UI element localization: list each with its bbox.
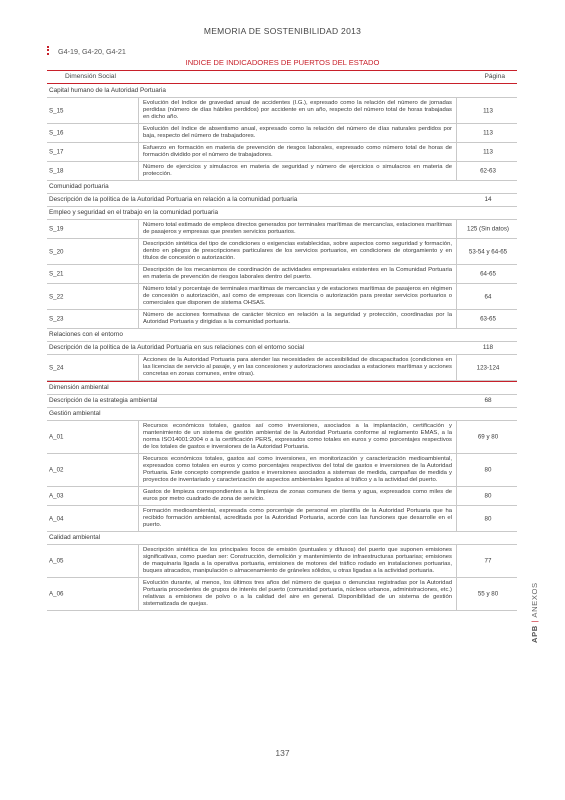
policy-description: Descripción de la estrategia ambiental [49, 397, 158, 404]
indicator-code: S_15 [49, 107, 64, 114]
page-reference: 80 [484, 492, 492, 500]
page-reference: 113 [483, 148, 493, 156]
page-reference: 64 [484, 293, 492, 300]
side-tab-brand: APB [530, 625, 539, 643]
indicator-description: Esfuerzo en formación en materia de prevención de riesgos laborales, expresado como número total de horas de formación dividido por el número de trabajadores. [138, 143, 457, 161]
indicator-row [47, 487, 517, 506]
section-heading: Comunidad portuaria [47, 181, 517, 194]
indicator-code: S_18 [49, 167, 64, 175]
page-reference: 55 y 80 [477, 590, 499, 598]
indicator-table [47, 85, 517, 611]
policy-description: Descripción de la política de la Autoridad Portuaria en sus relaciones con el entorno social [49, 344, 305, 351]
page-reference: 113 [483, 107, 493, 114]
indicator-row [47, 265, 517, 284]
section-heading: Empleo y seguridad en el trabajo en la comunidad portuaria [47, 207, 517, 220]
indicator-row [47, 124, 517, 143]
indicator-row [47, 578, 517, 611]
section-heading: Dimensión ambiental [47, 381, 517, 395]
section-heading: Gestión ambiental [47, 408, 517, 421]
indicator-code: A_06 [49, 590, 64, 598]
table-title: INDICE DE INDICADORES DE PUERTOS DEL ESTADO [185, 58, 380, 67]
indicator-description: Gastos de limpieza correspondientes a la limpieza de zonas comunes de tierra y agua, expresados como miles de euros por metro cuadrado de zona de servicio. [138, 487, 457, 505]
page-reference: 125 (Sin datos) [467, 225, 509, 233]
indicator-row [47, 239, 517, 265]
indicator-row [47, 310, 517, 329]
page-reference: 123-124 [476, 364, 500, 371]
indicator-row [47, 220, 517, 239]
side-tab-section: ANEXOS [530, 582, 539, 618]
indicator-description: Número de acciones formativas de carácter técnico en relación a la seguridad y protección, coordinadas por la Autoridad Portuaria y dirigidas a la comunidad portuaria. [138, 310, 457, 328]
page-reference: 77 [484, 557, 492, 565]
gri-marker [47, 46, 51, 55]
indicator-code: A_03 [49, 492, 64, 500]
indicator-description: Recursos económicos totales, gastos así como inversiones, en monitorización y caracterización medioambiental, expresados como totales en euros y como porcentajes respectivos del total de gastos e inversiones de la Autoridad Portuaria. Este concepto comprende gastos e inversiones asociados a sistemas de medida, campañas de medida y proyectos de inventariado y caracterización de aspectos ambientales ligados al tráfico y a la actividad del puerto. [138, 454, 457, 486]
indicator-code: S_23 [49, 315, 64, 323]
indicator-code: S_21 [49, 270, 64, 278]
report-title: MEMORIA DE SOSTENIBILIDAD 2013 [203, 26, 362, 36]
policy-description: Descripción de la política de la Autoridad Portuaria en relación a la comunidad portuaria [49, 196, 298, 203]
indicator-row [47, 355, 517, 381]
indicator-row [47, 284, 517, 310]
indicator-description: Descripción sintética del tipo de condiciones o exigencias establecidas, sobre aspectos como seguridad y formación, dentro en pliegos de prescripciones particulares de los servicios portuarios, en condiciones de otorgamiento y en títulos de concesión o autorización. [138, 239, 457, 264]
indicator-row [47, 98, 517, 124]
column-page: Página [484, 73, 505, 80]
side-tab-label [530, 582, 539, 643]
page-reference: 14 [484, 196, 492, 203]
gri-references: G4-19, G4-20, G4-21 [58, 47, 126, 56]
indicator-code: S_22 [49, 293, 64, 300]
indicator-description: Evolución del índice de gravedad anual de accidentes (I.G.), expresado como la relación del número de jornadas perdidas (número de días hábiles perdidos) por accidente en un año, respecto del número total de horas trabajadas en dicho año. [138, 98, 457, 123]
page-reference: 69 y 80 [477, 433, 499, 441]
indicator-row [47, 545, 517, 578]
indicator-code: A_01 [49, 433, 64, 441]
page-reference: 118 [482, 344, 494, 351]
table-top-rule [47, 70, 517, 71]
indicator-row [47, 454, 517, 487]
policy-row [47, 342, 517, 355]
indicator-code: S_24 [49, 364, 64, 371]
indicator-description: Formación medioambiental, expresada como porcentaje de personal en plantilla de la Autoridad Portuaria que ha recibido formación ambiental, acreditada por la Autoridad Portuaria, acorde con las funciones que desarrolle en el puerto. [138, 506, 457, 531]
indicator-description: Número total estimado de empleos directos generados por terminales marítimas de mercancías, estaciones marítimas de pasajeros y empresas que presten servicios portuarios. [138, 220, 457, 238]
page-reference: 63-65 [480, 315, 496, 323]
indicator-description: Recursos económicos totales, gastos así como inversiones, asociados a la implantación, certificación y mantenimiento de un sistema de gestión ambiental de la Autoridad Portuaria conforme al reglamento EMAS, a la norma ISO14001:2004 o a la certificación PERS, expresados como totales en euros y como porcentajes respectivos de los totales de gastos e inversiones de la Autoridad Portuaria. [138, 421, 457, 453]
indicator-description: Evolución del índice de absentismo anual, expresado como la relación del número de días naturales perdidos por baja, respecto del número de trabajadores. [138, 124, 457, 142]
indicator-row [47, 421, 517, 454]
indicator-code: A_02 [49, 466, 64, 474]
side-tab-separator: | [530, 619, 539, 623]
indicator-description: Acciones de la Autoridad Portuaria para atender las necesidades de accesibilidad de discapacitados (condiciones en las licencias de servicio al pasaje, y en las concesiones y autorizaciones asociadas a estaciones marítimas y acciones concretas en zonas comunes, entre otras). [138, 355, 457, 380]
indicator-code: S_17 [49, 148, 64, 156]
page-reference: 53-54 y 64-65 [468, 248, 508, 255]
indicator-description: Número total y porcentaje de terminales marítimas de mercancías y de estaciones marítimas de pasajeros en régimen de concesión o autorización, así como de empresas con licencia o autorización para prestar servicios portuarios o comerciales que disponen de sistema OHSAS. [138, 284, 457, 309]
indicator-code: S_16 [49, 129, 64, 137]
indicator-description: Descripción de los mecanismos de coordinación de actividades empresariales existentes en la Comunidad Portuaria en materia de prevención de riesgos laborales dentro del puerto. [138, 265, 457, 283]
page-reference: 80 [484, 466, 492, 474]
column-header [47, 72, 517, 83]
indicator-description: Evolución durante, al menos, los últimos tres años del número de quejas o denuncias registradas por la Autoridad Portuaria procedentes de grupos de interés del puerto (comunidad portuaria, núcleos urbanos, administraciones, etc.) relativas a emisiones de polvo o a la calidad del aire en general. Disponibilidad de un sistema de gestión sistematizada de quejas. [138, 578, 457, 610]
section-heading: Capital humano de la Autoridad Portuaria [47, 85, 517, 98]
indicator-description: Descripción sintética de los principales focos de emisión (puntuales y difusos) del puerto que suponen emisiones significativas, como puedan ser: Construcción, demolición y mantenimiento de infraestructuras portuarias; emisiones de maquinaria ligada a la operativa portuaria, emisiones de motores del tráfico rodado en instalaciones portuarias, buques atracados, manipulación o almacenamiento de gráneles sólidos, u otras ligadas a la actividad portuaria. [138, 545, 457, 577]
page-reference: 113 [483, 129, 493, 137]
page-reference: 64-65 [480, 270, 496, 278]
indicator-code: A_04 [49, 515, 64, 522]
page-number: 137 [275, 748, 290, 758]
section-heading: Calidad ambiental [47, 532, 517, 545]
indicator-row [47, 143, 517, 162]
indicator-row [47, 162, 517, 181]
indicator-description: Número de ejercicios y simulacros en materia de seguridad y número de ejercicios o simulacros en materia de protección. [138, 162, 457, 180]
page-reference: 62-63 [480, 167, 496, 175]
page-reference: 68 [484, 397, 492, 404]
section-side-tab [530, 555, 544, 645]
indicator-code: S_20 [49, 248, 64, 255]
indicator-code: A_05 [49, 557, 64, 565]
policy-row [47, 194, 517, 207]
page-reference: 80 [484, 515, 492, 522]
indicator-code: S_19 [49, 225, 64, 233]
policy-row [47, 395, 517, 408]
indicator-row [47, 506, 517, 532]
header-bottom-rule [47, 83, 517, 84]
column-dimension: Dimensión Social [65, 73, 116, 80]
section-heading: Relaciones con el entorno [47, 329, 517, 342]
